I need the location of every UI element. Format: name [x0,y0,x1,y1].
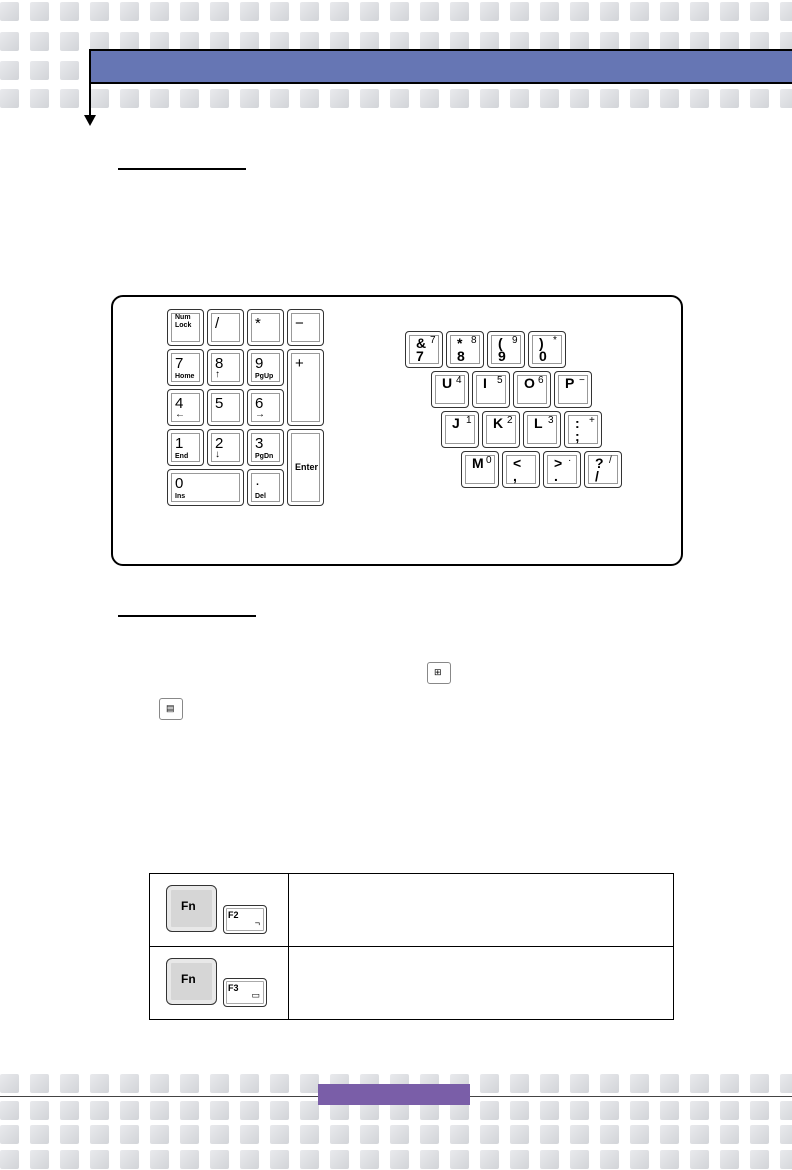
background-tile [360,89,379,108]
background-tile [750,1101,769,1120]
background-tile [450,1125,469,1144]
f3-key-icon: F3 ▭ [223,978,267,1007]
chapter-header-bar [89,49,792,84]
windows-key-icon: ⊞ [427,662,451,684]
embedded-key: L 3 [523,411,561,448]
numpad-key: + [287,349,324,426]
background-tile [150,2,169,21]
background-tile [630,89,649,108]
background-tile [690,89,709,108]
background-tile [300,1101,319,1120]
background-tile [420,1150,439,1169]
background-tile [270,2,289,21]
background-tile [150,1074,169,1093]
numpad-key: 2 ↓ [207,429,244,466]
background-tile [600,1074,619,1093]
background-tile [600,89,619,108]
table-row [150,947,674,1020]
background-tile [570,89,589,108]
background-tile [180,89,199,108]
background-tile [420,2,439,21]
background-tile [540,1101,559,1120]
background-tile [390,1125,409,1144]
background-tile [60,1150,79,1169]
background-tile [90,1125,109,1144]
background-tile [390,1150,409,1169]
numpad-key: 0 Ins [167,469,244,506]
numpad-key: 8 ↑ [207,349,244,386]
background-tile [180,2,199,21]
background-tile [120,2,139,21]
embedded-key: : + ; [564,411,602,448]
background-tile [780,1125,792,1144]
background-tile [210,1125,229,1144]
background-tile [660,2,679,21]
background-tile [0,1101,19,1120]
background-tile [300,89,319,108]
background-tile [30,2,49,21]
background-tile [270,1074,289,1093]
background-tile [450,1150,469,1169]
embedded-key: ? / / [584,451,622,488]
background-tile [0,1074,19,1093]
background-tile [330,1125,349,1144]
background-tile [450,2,469,21]
background-tile [180,1074,199,1093]
background-tile [270,1125,289,1144]
top-tile-row-1 [0,2,792,22]
numpad-key: · Del [247,469,284,506]
background-tile [0,1150,19,1169]
background-tile [90,1150,109,1169]
background-tile [690,2,709,21]
background-tile [150,89,169,108]
background-tile [690,1101,709,1120]
background-tile [720,1150,739,1169]
background-tile [510,1074,529,1093]
bottom-tile-row-4 [0,1150,792,1170]
background-tile [780,1150,792,1169]
background-tile [90,89,109,108]
background-tile [210,1150,229,1169]
background-tile [60,1101,79,1120]
background-tile [270,1101,289,1120]
background-tile [660,1074,679,1093]
background-tile [30,1125,49,1144]
menu-key-icon: ▤ [159,698,183,720]
background-tile [660,1101,679,1120]
background-tile [540,1074,559,1093]
background-tile [780,1101,792,1120]
background-tile [270,1150,289,1169]
background-tile [510,1150,529,1169]
embedded-key: K 2 [482,411,520,448]
background-tile [570,1101,589,1120]
background-tile [420,1125,439,1144]
background-tile [150,1150,169,1169]
background-tile [30,1101,49,1120]
background-tile [30,61,49,80]
background-tile [0,32,19,51]
background-tile [0,1125,19,1144]
numpad-key: 6 → [247,389,284,426]
background-tile [600,2,619,21]
numpad-key: 9 PgUp [247,349,284,386]
background-tile [90,1101,109,1120]
background-tile [750,2,769,21]
background-tile [690,1125,709,1144]
background-tile [240,1125,259,1144]
background-tile [60,32,79,51]
bottom-tile-row-3 [0,1125,792,1145]
background-tile [540,2,559,21]
numpad-key: 1 End [167,429,204,466]
numpad-key: 4 ← [167,389,204,426]
header-pointer-line [89,49,91,117]
numpad-key: Num Lock [167,309,204,346]
background-tile [300,1074,319,1093]
background-tile [360,2,379,21]
background-tile [240,2,259,21]
background-tile [690,1074,709,1093]
background-tile [120,1125,139,1144]
background-tile [480,2,499,21]
embedded-key: O 6 [513,371,551,408]
fn-key-icon: Fn [166,885,217,932]
background-tile [240,89,259,108]
header-arrow-icon [84,115,96,126]
background-tile [120,89,139,108]
background-tile [390,89,409,108]
background-tile [630,2,649,21]
background-tile [300,1125,319,1144]
embedded-key: ( 9 9 [487,331,525,368]
background-tile [30,1150,49,1169]
background-tile [720,1125,739,1144]
embedded-key: P − [554,371,592,408]
background-tile [630,1125,649,1144]
background-tile [480,1101,499,1120]
numpad-key: * [247,309,284,346]
background-tile [510,1101,529,1120]
description-cell [289,947,674,1020]
background-tile [780,1074,792,1093]
background-tile [240,1150,259,1169]
section-heading-underline-1 [118,168,246,170]
background-tile [570,1074,589,1093]
background-tile [540,89,559,108]
background-tile [210,89,229,108]
function-key-table [149,873,674,1020]
background-tile [540,1150,559,1169]
background-tile [30,89,49,108]
background-tile [60,1125,79,1144]
embedded-key: & 7 7 [405,331,443,368]
embedded-keypad [405,331,635,493]
background-tile [720,2,739,21]
background-tile [150,1125,169,1144]
numpad-key: / [207,309,244,346]
description-cell [289,874,674,947]
key-combo-cell [150,874,289,947]
background-tile [750,1150,769,1169]
numpad-key: 3 PgDn [247,429,284,466]
background-tile [750,89,769,108]
background-tile [420,89,439,108]
background-tile [120,1074,139,1093]
background-tile [180,1150,199,1169]
embedded-key: > · . [543,451,581,488]
embedded-key: U 4 [431,371,469,408]
background-tile [30,32,49,51]
embedded-key: I 5 [472,371,510,408]
key-combo-cell [150,947,289,1020]
background-tile [390,2,409,21]
table-row [150,874,674,947]
background-tile [240,1074,259,1093]
background-tile [60,1074,79,1093]
background-tile [720,89,739,108]
background-tile [300,2,319,21]
background-tile [30,1074,49,1093]
background-tile [540,1125,559,1144]
numeric-keypad [167,309,327,509]
background-tile [480,1150,499,1169]
background-tile [120,1101,139,1120]
numpad-key: − [287,309,324,346]
background-tile [690,1150,709,1169]
background-tile [660,1150,679,1169]
background-tile [630,1150,649,1169]
background-tile [750,1074,769,1093]
background-tile [300,1150,319,1169]
page-number-bar [318,1084,470,1105]
numpad-key: 7 Home [167,349,204,386]
background-tile [780,2,792,21]
keypad-figure [111,295,683,566]
background-tile [360,1125,379,1144]
background-tile [720,1101,739,1120]
background-tile [0,61,19,80]
background-tile [330,89,349,108]
background-tile [570,1150,589,1169]
section-heading-underline-2 [118,615,256,617]
f2-key-icon: F2 ¬ [223,905,267,934]
background-tile [600,1101,619,1120]
background-tile [360,1150,379,1169]
background-tile [600,1150,619,1169]
background-tile [180,1125,199,1144]
embedded-key: < , [502,451,540,488]
background-tile [510,89,529,108]
background-tile [510,2,529,21]
background-tile [180,1101,199,1120]
background-tile [720,1074,739,1093]
background-tile [480,1125,499,1144]
background-tile [270,89,289,108]
background-tile [0,2,19,21]
background-tile [240,1101,259,1120]
background-tile [330,1150,349,1169]
background-tile [660,89,679,108]
background-tile [480,1074,499,1093]
background-tile [210,2,229,21]
top-tile-row-4 [0,89,792,109]
background-tile [150,1101,169,1120]
numpad-key: 5 [207,389,244,426]
background-tile [660,1125,679,1144]
background-tile [90,1074,109,1093]
numpad-key: Enter [287,429,324,506]
background-tile [210,1101,229,1120]
background-tile [90,2,109,21]
fn-key-icon: Fn [166,958,217,1005]
background-tile [0,89,19,108]
background-tile [210,1074,229,1093]
background-tile [600,1125,619,1144]
background-tile [450,89,469,108]
background-tile [480,89,499,108]
background-tile [510,1125,529,1144]
background-tile [120,1150,139,1169]
background-tile [60,89,79,108]
embedded-key: ) * 0 [528,331,566,368]
background-tile [60,2,79,21]
embedded-key: * 8 8 [446,331,484,368]
background-tile [780,89,792,108]
embedded-key: M 0 [461,451,499,488]
background-tile [630,1074,649,1093]
background-tile [630,1101,649,1120]
embedded-key: J 1 [441,411,479,448]
background-tile [570,1125,589,1144]
background-tile [750,1125,769,1144]
background-tile [60,61,79,80]
background-tile [570,2,589,21]
background-tile [330,2,349,21]
